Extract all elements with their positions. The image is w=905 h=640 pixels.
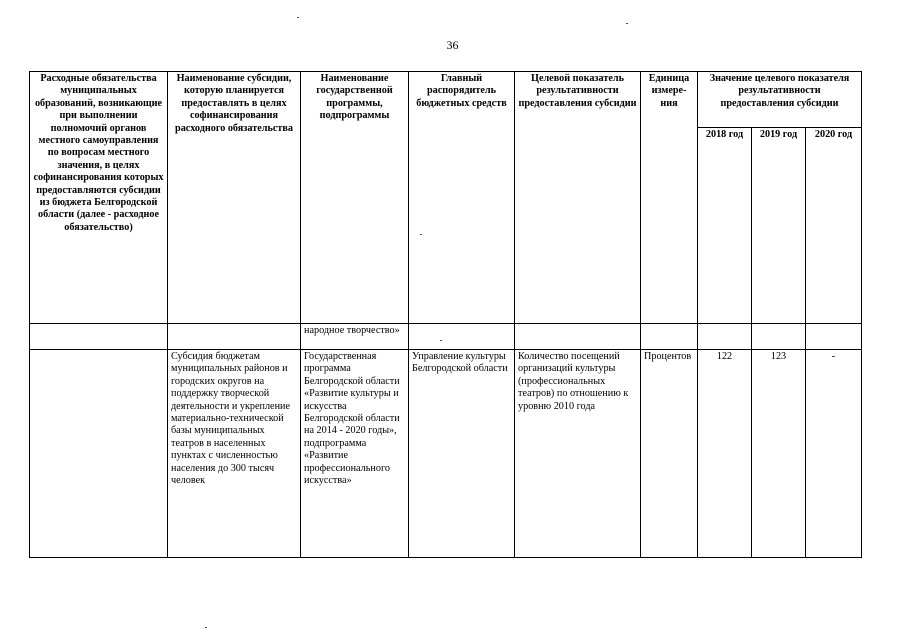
- header-row: [30, 72, 862, 128]
- row-value-2020: [806, 324, 862, 350]
- header-unit: Единица измере-ния: [641, 72, 698, 324]
- header-expenditure-obligations: Расходные обязательства муниципальных образований, возникающие при выполнении полномочий органов местного самоуправления по вопросам местного значения, в целях софинансирования которых предоставляются субсидии из бюджета Белгородской области (далее - расходное обязательство): [30, 72, 168, 324]
- header-year-2020: 2020 год: [806, 128, 862, 324]
- row-manager-cell: [409, 324, 515, 350]
- row-unit-cell: [641, 324, 698, 350]
- row-manager-cell: Управление культуры Белгородской области: [409, 350, 515, 558]
- table-row: [30, 350, 862, 558]
- subsidy-table: [29, 71, 862, 558]
- page-number: 36: [446, 38, 459, 52]
- row-indicator-cell: [515, 324, 641, 350]
- header-subsidy-name: Наименование субсидии, которую планируется предоставлять в целях софинансирования расходного обязательства: [168, 72, 301, 324]
- row-value-2019: 123: [752, 350, 806, 558]
- row-obligation-cell: [30, 350, 168, 558]
- row-subsidy-cell: [168, 324, 301, 350]
- row-program-cell: Государственная программа Белгородской области «Развитие культуры и искусства Белгородской области на 2014 - 2020 годы», подпрограмма «Развитие профессионального искусства»: [301, 350, 409, 558]
- row-obligation-cell: [30, 324, 168, 350]
- header-program-name: Наименование государственной программы, подпрограммы: [301, 72, 409, 324]
- row-value-2018: 122: [698, 350, 752, 558]
- scan-speck: [626, 23, 628, 24]
- row-unit-cell: Процентов: [641, 350, 698, 558]
- row-subsidy-cell: Субсидия бюджетам муниципальных районов и городских округов на поддержку творческой деятельности и укрепление материально-технической базы муниципальных театров в населенных пунктах с численностью населения до 300 тысяч человек: [168, 350, 301, 558]
- scan-speck: [297, 17, 299, 18]
- header-budget-manager: Главный распорядитель бюджетных средств: [409, 72, 515, 324]
- header-target-indicator: Целевой показатель результативности предоставления субсидии: [515, 72, 641, 324]
- header-indicator-values: Значение целевого показателя результативности предоставления субсидии: [698, 72, 862, 128]
- table-row: [30, 324, 862, 350]
- row-program-cell: народное творчество»: [301, 324, 409, 350]
- scan-speck: [440, 340, 442, 341]
- scan-speck: [205, 627, 207, 628]
- header-year-2019: 2019 год: [752, 128, 806, 324]
- row-value-2019: [752, 324, 806, 350]
- row-value-2020: -: [806, 350, 862, 558]
- row-indicator-cell: Количество посещений организаций культуры (профессиональных театров) по отношению к уровню 2010 года: [515, 350, 641, 558]
- scan-speck: [420, 234, 422, 235]
- header-year-2018: 2018 год: [698, 128, 752, 324]
- row-value-2018: [698, 324, 752, 350]
